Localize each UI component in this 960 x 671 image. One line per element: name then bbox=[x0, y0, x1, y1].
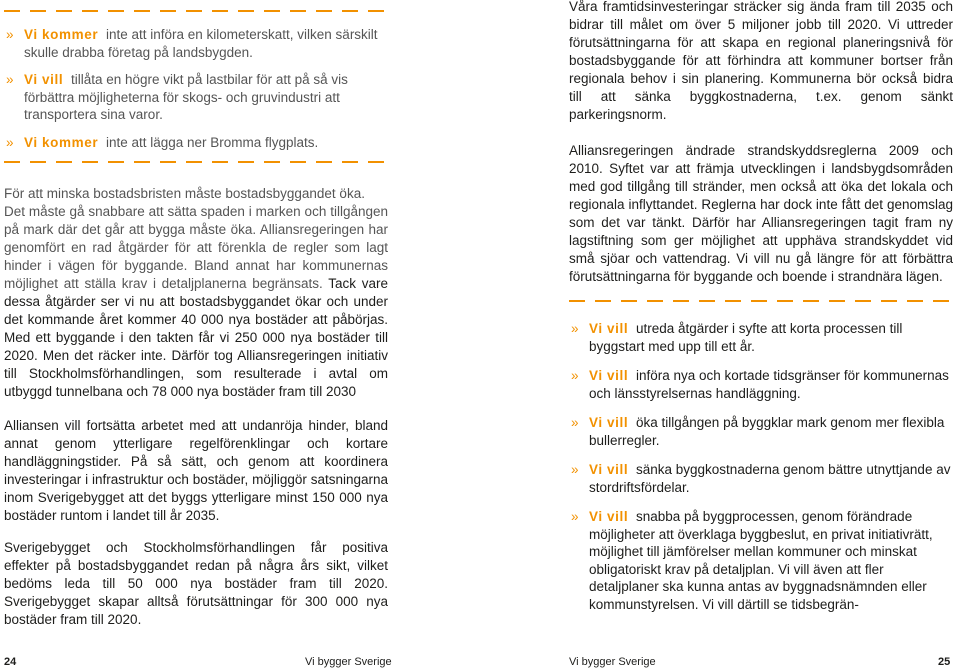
bullet-arrow-icon: » bbox=[571, 509, 579, 524]
bullet-arrow-icon: » bbox=[6, 134, 14, 150]
orange-dashed-divider bbox=[569, 300, 953, 302]
bullet-text: tillåta en högre vikt på lastbilar för att på så vis förbättra möjligheterna för skogs- och gruvindustri att transportera sina varor. bbox=[24, 72, 348, 122]
bullet-keyword: Vi kommer bbox=[24, 27, 99, 42]
bullet-arrow-icon: » bbox=[571, 368, 579, 383]
bullet-item bbox=[569, 367, 953, 402]
bullet-keyword: Vi vill bbox=[589, 509, 629, 524]
left-running-title: Vi bygger Sverige bbox=[305, 656, 392, 668]
bullet-item bbox=[569, 461, 953, 496]
bullet-arrow-icon: » bbox=[6, 72, 14, 87]
bullet-keyword: Vi vill bbox=[589, 368, 629, 383]
bullet-text: införa nya och kortade tidsgränser för kommunernas och länsstyrelsernas handläggning. bbox=[589, 368, 949, 401]
left-column bbox=[4, 0, 388, 643]
section-body-text: Tack vare dessa åtgärder ser vi nu att bostadsbyggandet ökar och under det kommande året kommer 40 000 nya bostäder att påbörjas. Med ett byggande i den takten får vi 250 000 nya bostäder till 2020. Men det räcker inte. Därför tog Alliansregeringen initiativ till Stockholmsförhandlingen, som resulterade i avtal om utbyggd tunnelbana och 78 000 nya bostäder fram till 2030 bbox=[4, 276, 388, 399]
bullet-keyword: Vi vill bbox=[24, 72, 64, 87]
bullet-text: öka tillgången på byggklar mark genom mer flexibla bullerregler. bbox=[589, 415, 945, 448]
section-intro-text: Det måste gå snabbare att sätta spaden i marken och tillgången på mark där det går att bygga måste öka. Alliansregeringen har genomfört en rad åtgärder för att förenkla de regler som lagt hinder i vägen för byggande. Bland annat har kommunernas möjlighet att ställa krav i detaljplanerna begränsats. bbox=[4, 204, 388, 291]
orange-dashed-divider bbox=[4, 10, 388, 12]
right-running-title: Vi bygger Sverige bbox=[569, 656, 656, 668]
bullet-arrow-icon: » bbox=[571, 321, 579, 336]
body-paragraph: Alliansen vill fortsätta arbetet med att undanröja hinder, bland annat genom ytterligare regelförenklingar och kortare handläggningstider. På så sätt, och genom att koordinera investeringar i infrastruktur och bostäder, möjliggör satsningarna inom Sverigebygget att det byggs ytterligare minst 150 000 nya bostäder runtom i landet till år 2035. bbox=[4, 418, 388, 523]
bullet-arrow-icon: » bbox=[6, 27, 14, 42]
right-page-number: 25 bbox=[938, 656, 951, 668]
bullet-text: sänka byggkostnaderna genom bättre utnyttjande av stordriftsfördelar. bbox=[589, 462, 951, 495]
bullet-item bbox=[4, 134, 388, 152]
bullet-keyword: Vi vill bbox=[589, 462, 629, 477]
bullet-item bbox=[569, 508, 953, 613]
bullet-item bbox=[569, 414, 953, 449]
bullet-item bbox=[4, 71, 388, 124]
section-paragraph bbox=[4, 203, 388, 401]
bullet-text: inte att införa en kilometerskatt, vilken särskilt skulle drabba företag på landsbygden. bbox=[24, 27, 378, 60]
bullet-item bbox=[569, 320, 953, 355]
left-page-number: 24 bbox=[4, 656, 17, 668]
bullet-keyword: Vi kommer bbox=[24, 134, 99, 150]
bullet-text: inte att lägga ner Bromma flygplats. bbox=[105, 134, 319, 150]
bullet-arrow-icon: » bbox=[571, 462, 579, 477]
orange-dashed-divider bbox=[4, 161, 388, 163]
bullet-text: snabba på byggprocessen, genom förändrade möjligheter att överklaga byggbeslut, en privat initiativrätt, möjlighet till jämförelser mellan kommuner och minskat obligatoriskt krav på detaljplan. Vi vill även att fler detaljplaner ska kunna antas av byggnadsnämnden eller kommunstyrelsen. Vi vill därtill se tidsbegrän- bbox=[589, 509, 933, 612]
bullet-item bbox=[4, 26, 388, 61]
bullet-arrow-icon: » bbox=[571, 415, 579, 430]
body-paragraph: Sverigebygget och Stockholmsförhandlingen får positiva effekter på bostadsbyggandet redan på några års sikt, vilket bedöms leda till 50 000 nya bostäder fram till 2020. Sverigebygget skapar alltså förutsättningar för 300 000 nya bostäder fram till 2020. bbox=[4, 540, 388, 627]
body-paragraph: Våra framtidsinvesteringar sträcker sig ända fram till 2035 och bidrar till målet om över 5 miljoner jobb till 2020. Vi uttreder förutsättningarna för att skapa en regional planeringsnivå för bostadsbyggande för att förhindra att kommuner bortser från regionala behov i sin planering. Kommunerna bör också bidra till att sänka byggkostnaderna, t.ex. genom sänkt parkeringsnorm. bbox=[569, 0, 953, 122]
bullet-text: utreda åtgärder i syfte att korta processen till byggstart med upp till ett år. bbox=[589, 321, 903, 354]
bullet-keyword: Vi vill bbox=[589, 415, 629, 430]
section-heading: För att minska bostadsbristen måste bostadsbyggandet öka. bbox=[4, 186, 365, 201]
bullet-keyword: Vi vill bbox=[589, 321, 629, 336]
body-paragraph: Alliansregeringen ändrade strandskyddsreglerna 2009 och 2010. Syftet var att främja utvecklingen i landsbygdsområden med god tillgång till stränder, men också att öka det lokala och regionala inflyttandet. Reglerna har dock inte fått det genomslag som det var tänkt. Därför har Alliansregeringen tagit fram ny lagstiftning som ger möjlighet att upphäva strandskyddet vid små sjöar och vattendrag. Vi vill nu gå längre för att förbättra förutsättningarna för byggande och boende i strandnära lägen. bbox=[569, 143, 953, 284]
right-column bbox=[569, 0, 953, 613]
